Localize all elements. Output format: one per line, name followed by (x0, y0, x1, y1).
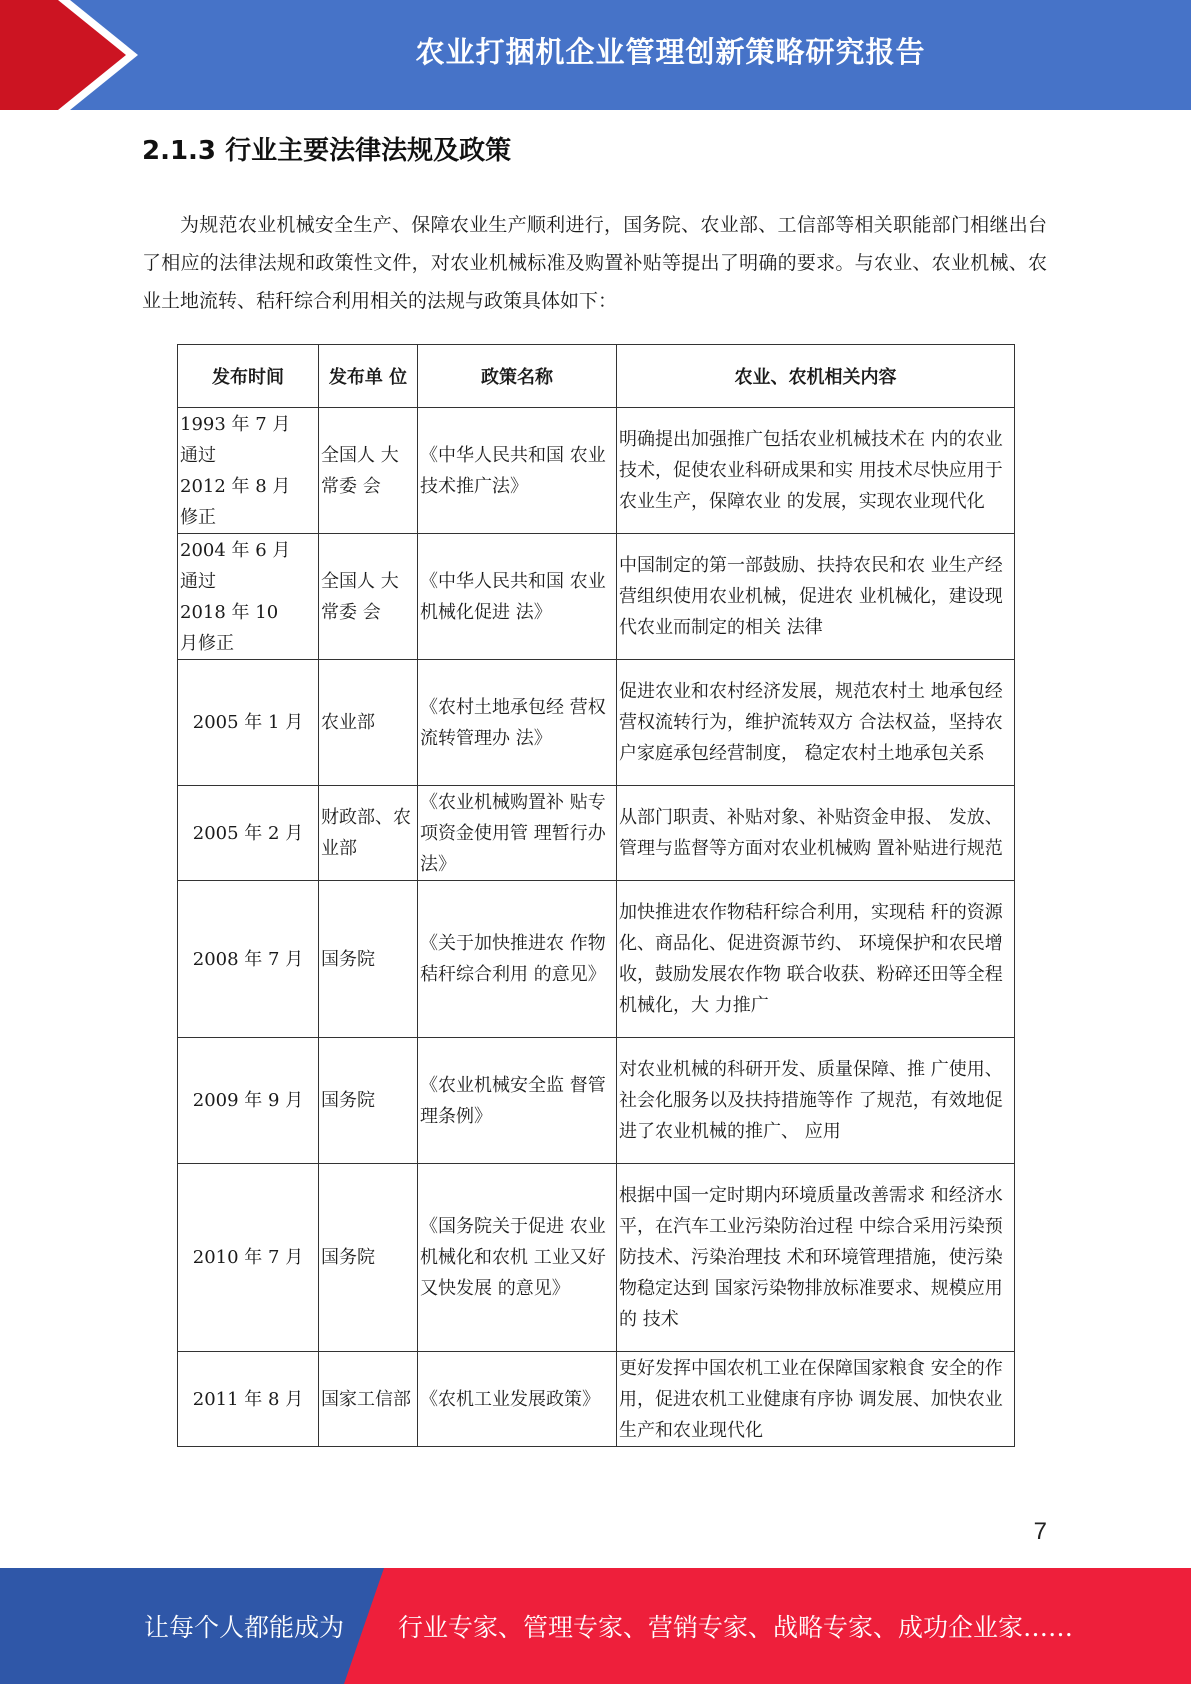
header-arrow-decoration (0, 0, 150, 110)
time-cell: 2010 年 7 月 (178, 1164, 319, 1352)
unit-cell: 国务院 (319, 881, 418, 1038)
content-cell: 更好发挥中国农机工业在保障国家粮食 安全的作用，促进农机工业健康有序协 调发展、加快农业生产和农业现代化 (617, 1352, 1015, 1447)
content-cell: 从部门职责、补贴对象、补贴资金申报、 发放、管理与监督等方面对农业机械购 置补贴进行规范 (617, 786, 1015, 881)
time-cell (178, 534, 319, 660)
unit-cell: 财政部、农业部 (319, 786, 418, 881)
section-heading: 2.1.3 行业主要法律法规及政策 (142, 136, 512, 166)
time-cell: 2008 年 7 月 (178, 881, 319, 1038)
time-line: 1993 年 7 月 (180, 413, 291, 435)
header-time: 发布时间 (178, 345, 319, 408)
table-header-row (178, 345, 1015, 408)
time-line: 2004 年 6 月 (180, 539, 291, 561)
time-cell (178, 408, 319, 534)
policy-cell: 《国务院关于促进 农业机械化和农机 工业又好又快发展 的意见》 (418, 1164, 617, 1352)
policy-cell: 《农业机械购置补 贴专项资金使用管 理暂行办法》 (418, 786, 617, 881)
page-number: 7 (1033, 1518, 1047, 1545)
header-policy: 政策名称 (418, 345, 617, 408)
header-banner (0, 0, 1191, 110)
policy-cell: 《农机工业发展政策》 (418, 1352, 617, 1447)
time-line: 2018 年 10 (180, 601, 279, 623)
time-line: 修正 (180, 506, 216, 528)
table-row (178, 408, 1015, 534)
intro-paragraph: 为规范农业机械安全生产、保障农业生产顺利进行，国务院、农业部、工信部等相关职能部门相继出台了相应的法律法规和政策性文件，对农业机械标准及购置补贴等提出了明确的要求。与农业、农业机械、农业土地流转、秸秆综合利用相关的法规与政策具体如下： (142, 214, 1047, 312)
table-row (178, 1352, 1015, 1447)
content-cell: 根据中国一定时期内环境质量改善需求 和经济水平，在汽车工业污染防治过程 中综合采用污染预防技术、污染治理技 术和环境管理措施，使污染物稳定达到 国家污染物排放标准要求、规模应用的 技术 (617, 1164, 1015, 1352)
policy-cell: 《关于加快推进农 作物秸秆综合利用 的意见》 (418, 881, 617, 1038)
table-row (178, 786, 1015, 881)
content-cell: 加快推进农作物秸秆综合利用，实现秸 秆的资源化、商品化、促进资源节约、 环境保护和农民增收，鼓励发展农作物 联合收获、粉碎还田等全程机械化，大 力推广 (617, 881, 1015, 1038)
policy-cell: 《中华人民共和国 农业技术推广法》 (418, 408, 617, 534)
report-title: 农业打捆机企业管理创新策略研究报告 (415, 34, 926, 69)
time-line: 通过 (180, 444, 216, 466)
header-unit: 发布单 位 (319, 345, 418, 408)
unit-cell: 农业部 (319, 660, 418, 786)
content-cell: 对农业机械的科研开发、质量保障、推 广使用、社会化服务以及扶持措施等作 了规范，有效地促进了农业机械的推广、 应用 (617, 1038, 1015, 1164)
time-cell: 2009 年 9 月 (178, 1038, 319, 1164)
time-cell: 2011 年 8 月 (178, 1352, 319, 1447)
footer-slogan-left: 让每个人都能成为 (144, 1613, 345, 1642)
content-cell: 明确提出加强推广包括农业机械技术在 内的农业技术，促使农业科研成果和实 用技术尽快应用于农业生产，保障农业 的发展，实现农业现代化 (617, 408, 1015, 534)
table-row (178, 660, 1015, 786)
table-row (178, 1038, 1015, 1164)
time-line: 通过 (180, 570, 216, 592)
table-row (178, 881, 1015, 1038)
footer-slogan-right: 行业专家、管理专家、营销专家、战略专家、成功企业家…… (398, 1613, 1074, 1642)
unit-cell: 国家工信部 (319, 1352, 418, 1447)
time-line: 月修正 (180, 632, 234, 654)
unit-cell: 全国人 大常委 会 (319, 408, 418, 534)
policy-cell: 《农业机械安全监 督管理条例》 (418, 1038, 617, 1164)
unit-cell: 全国人 大常委 会 (319, 534, 418, 660)
content-cell: 中国制定的第一部鼓励、扶持农民和农 业生产经营组织使用农业机械，促进农 业机械化，建设现代农业而制定的相关 法律 (617, 534, 1015, 660)
time-line: 2012 年 8 月 (180, 475, 291, 497)
header-content: 农业、农机相关内容 (617, 345, 1015, 408)
policy-cell: 《中华人民共和国 农业机械化促进 法》 (418, 534, 617, 660)
time-cell: 2005 年 2 月 (178, 786, 319, 881)
table-row (178, 534, 1015, 660)
footer-banner (0, 1568, 1191, 1684)
policy-table (177, 344, 1015, 1447)
time-cell: 2005 年 1 月 (178, 660, 319, 786)
table-row (178, 1164, 1015, 1352)
unit-cell: 国务院 (319, 1164, 418, 1352)
unit-cell: 国务院 (319, 1038, 418, 1164)
policy-cell: 《农村土地承包经 营权流转管理办 法》 (418, 660, 617, 786)
content-cell: 促进农业和农村经济发展，规范农村土 地承包经营权流转行为，维护流转双方 合法权益，坚持农户家庭承包经营制度， 稳定农村土地承包关系 (617, 660, 1015, 786)
